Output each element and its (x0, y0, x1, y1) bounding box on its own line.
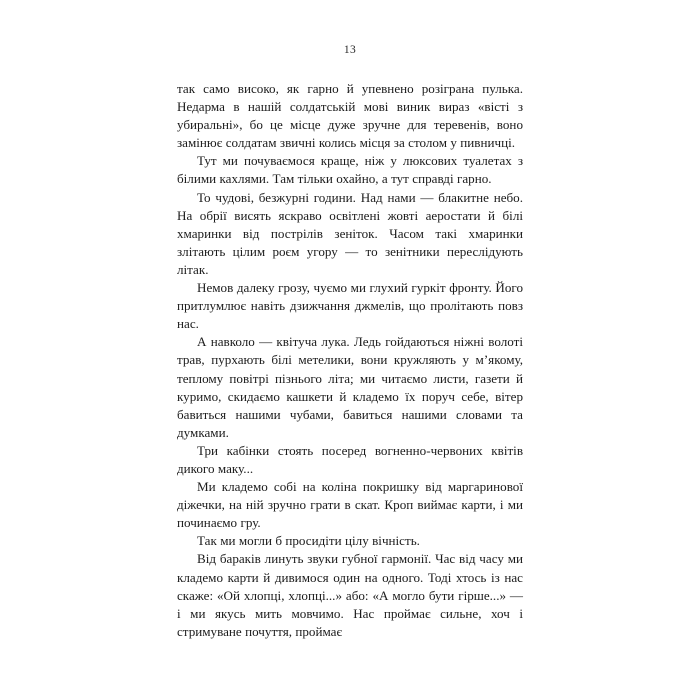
paragraph: Від бараків линуть звуки губної гармонії. Час від часу ми кладемо карти й дивимося один на одного. Тоді хтось із нас скаже: «Ой хлопці, хлопці...» або: «А могло бути гірше...» — і ми якусь мить мовчимо. Нас проймає сильне, хоч і стримуване почуття, проймає (177, 551, 523, 639)
paragraph: То чудові, безжурні години. Над нами — блакитне небо. На обрії висять яскраво освітлені жовті аеростати й білі хмаринки від пострілів зеніток. Часом такі хмаринки злітають цілим роєм угору — то зенітники переслідують літак. (177, 189, 523, 277)
paragraph: Немов далеку грозу, чуємо ми глухий гуркіт фронту. Його притлумлює навіть дзижчання джмелів, що пролітають повз нас. (177, 280, 523, 332)
paragraph: Ми кладемо собі на коліна покришку від маргаринової діжечки, на ній зручно грати в скат. Кроп виймає карти, і ми починаємо гру. (177, 479, 523, 531)
paragraph: Так ми могли б просидіти цілу вічність. (197, 533, 420, 549)
body-text-block (177, 80, 523, 641)
paragraph: Три кабінки стоять посеред вогненно-червоних квітів дикого маку... (177, 442, 523, 476)
paragraph: так само високо, як гарно й упевнено розіграна пулька. Недарма в нашій солдатській мові виник вираз «вісті з убиральні», бо це місце дуже зручне для теревенів, воно замінює солдатам звичні колись місця за столом у пивничці. (177, 81, 523, 151)
paragraph: А навколо — квітуча лука. Ледь гойдаються ніжні волоті трав, пурхають білі метелики, вони кружляють у м’якому, теплому повітрі пізнього літа; ми читаємо листи, газети й куримо, скидаємо кашкети й кладемо їх поруч себе, вітер бавиться нашими чубами, бавиться нашими словами та думками. (177, 334, 523, 440)
page-number: 13 (343, 44, 357, 56)
paragraph: Тут ми почуваємося краще, ніж у люксових туалетах з білими кахлями. Там тільки охайно, а тут справді гарно. (177, 153, 523, 187)
